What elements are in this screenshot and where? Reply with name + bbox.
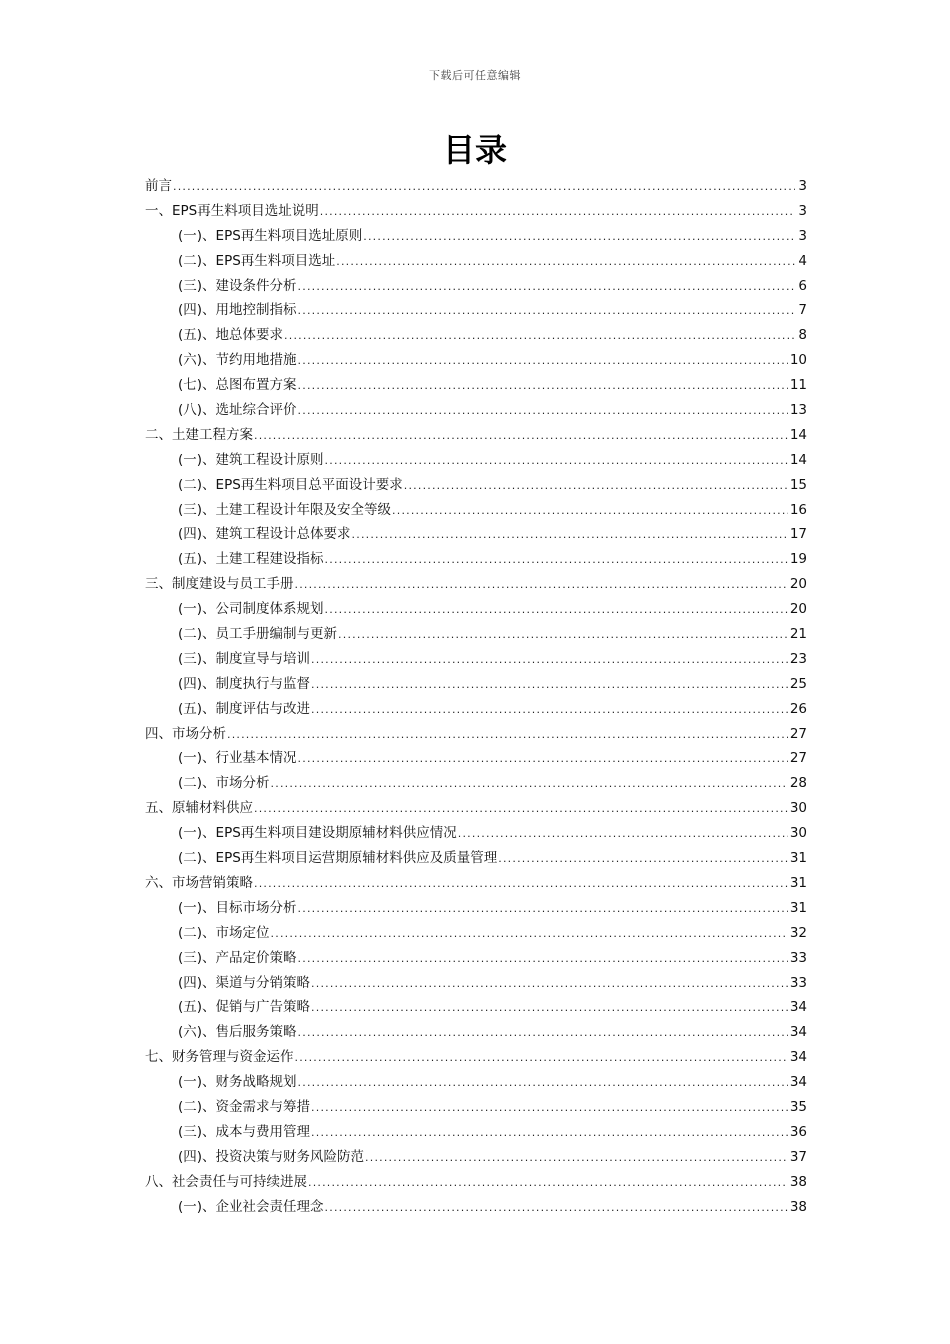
- dot-leader: [295, 1046, 788, 1071]
- dot-leader: [311, 1096, 788, 1121]
- toc-subentry[interactable]: [145, 746, 807, 771]
- toc-page-number: 27: [789, 750, 807, 767]
- toc-entry-label: (四)、制度执行与监督: [178, 675, 311, 692]
- toc-subentry[interactable]: [145, 274, 807, 299]
- dot-leader: [311, 972, 788, 997]
- toc-page-number: 31: [789, 874, 807, 891]
- toc-entry-label: (四)、渠道与分销策略: [178, 974, 311, 991]
- toc-entry-label: (二)、市场定位: [178, 924, 270, 941]
- dot-leader: [325, 548, 788, 573]
- toc-page-number: 20: [789, 576, 807, 593]
- dot-leader: [311, 698, 788, 723]
- dot-leader: [352, 523, 788, 548]
- dot-leader: [254, 424, 788, 449]
- toc-subentry[interactable]: [145, 771, 807, 796]
- toc-page-number: 35: [789, 1098, 807, 1115]
- toc-entry-label: 四、市场分析: [145, 725, 226, 742]
- toc-entry-label: (三)、建设条件分析: [178, 277, 297, 294]
- toc-entry[interactable]: [145, 423, 807, 448]
- toc-subentry[interactable]: [145, 821, 807, 846]
- toc-entry-label: (一)、目标市场分析: [178, 899, 297, 916]
- toc-subentry[interactable]: [145, 597, 807, 622]
- toc-entry[interactable]: [145, 722, 807, 747]
- toc-entry-label: (四)、投资决策与财务风险防范: [178, 1148, 365, 1165]
- toc-page-number: 36: [789, 1123, 807, 1140]
- toc-subentry[interactable]: [145, 522, 807, 547]
- toc-page-number: 38: [789, 1173, 807, 1190]
- toc-page-number: 20: [789, 601, 807, 618]
- toc-entry-label: (五)、土建工程建设指标: [178, 551, 324, 568]
- toc-entry[interactable]: [145, 174, 807, 199]
- toc-subentry[interactable]: [145, 1195, 807, 1220]
- toc-subentry[interactable]: [145, 398, 807, 423]
- toc-page-number: 3: [798, 202, 807, 219]
- toc-entry-label: (二)、EPS再生料项目选址: [178, 252, 336, 269]
- toc-page-number: 14: [789, 426, 807, 443]
- toc-entry-label: 三、制度建设与员工手册: [145, 576, 294, 593]
- toc-subentry[interactable]: [145, 921, 807, 946]
- toc-subentry[interactable]: [145, 1070, 807, 1095]
- toc-page-number: 34: [789, 999, 807, 1016]
- toc-page-number: 34: [789, 1049, 807, 1066]
- toc-entry-label: 七、财务管理与资金运作: [145, 1049, 294, 1066]
- toc-entry-label: 前言: [145, 178, 172, 194]
- toc-subentry[interactable]: [145, 1120, 807, 1145]
- toc-subentry[interactable]: [145, 846, 807, 871]
- dot-leader: [404, 474, 788, 499]
- toc-entry-label: (一)、EPS再生料项目选址原则: [178, 227, 363, 244]
- toc-subentry[interactable]: [145, 547, 807, 572]
- dot-leader: [271, 772, 788, 797]
- dot-leader: [173, 175, 795, 200]
- toc-page-number: 30: [789, 825, 807, 842]
- toc-entry-label: (二)、EPS再生料项目总平面设计要求: [178, 476, 403, 493]
- toc-subentry[interactable]: [145, 971, 807, 996]
- toc-page-number: 13: [789, 402, 807, 419]
- toc-entry[interactable]: [145, 871, 807, 896]
- toc-entry-label: (四)、建筑工程设计总体要求: [178, 526, 351, 543]
- toc-page-number: 31: [789, 850, 807, 867]
- dot-leader: [325, 598, 788, 623]
- toc-page-number: 7: [798, 302, 807, 319]
- toc-entry-label: 五、原辅材料供应: [145, 800, 253, 817]
- dot-leader: [227, 723, 788, 748]
- toc-page-number: 8: [798, 327, 807, 344]
- toc-entry-label: (二)、资金需求与筹措: [178, 1098, 311, 1115]
- toc-subentry[interactable]: [145, 473, 807, 498]
- toc-page-number: 3: [798, 178, 807, 194]
- dot-leader: [271, 922, 788, 947]
- toc-page-number: 14: [789, 451, 807, 468]
- toc-entry-label: 一、EPS再生料项目选址说明: [145, 202, 319, 219]
- toc-entry-label: 八、社会责任与可持续进展: [145, 1173, 307, 1190]
- dot-leader: [295, 573, 788, 598]
- dot-leader: [298, 399, 788, 424]
- dot-leader: [311, 1121, 788, 1146]
- toc-subentry[interactable]: [145, 348, 807, 373]
- dot-leader: [311, 996, 788, 1021]
- toc-subentry[interactable]: [145, 448, 807, 473]
- toc-entry-label: (三)、土建工程设计年限及安全等级: [178, 501, 392, 518]
- dot-leader: [311, 648, 788, 673]
- dot-leader: [254, 872, 788, 897]
- toc-page-number: 28: [789, 775, 807, 792]
- dot-leader: [325, 1196, 788, 1221]
- toc-page-number: 3: [798, 227, 807, 244]
- dot-leader: [284, 324, 795, 349]
- toc-page-number: 10: [789, 352, 807, 369]
- toc-page-number: 34: [789, 1074, 807, 1091]
- dot-leader: [320, 200, 795, 225]
- toc-subentry[interactable]: [145, 323, 807, 348]
- toc-subentry[interactable]: [145, 622, 807, 647]
- toc-page-number: 31: [789, 899, 807, 916]
- toc-entry[interactable]: [145, 1045, 807, 1070]
- toc-page-number: 19: [789, 551, 807, 568]
- toc-subentry[interactable]: [145, 1095, 807, 1120]
- dot-leader: [298, 299, 795, 324]
- dot-leader: [298, 947, 788, 972]
- toc-page-number: 25: [789, 675, 807, 692]
- toc-subentry[interactable]: [145, 498, 807, 523]
- toc-entry-label: (二)、员工手册编制与更新: [178, 626, 338, 643]
- toc-subentry[interactable]: [145, 896, 807, 921]
- toc-subentry[interactable]: [145, 224, 807, 249]
- toc-entry[interactable]: [145, 796, 807, 821]
- toc-entry-label: (四)、用地控制指标: [178, 302, 297, 319]
- dot-leader: [498, 847, 788, 872]
- toc-page-number: 37: [789, 1148, 807, 1165]
- toc-subentry[interactable]: [145, 1020, 807, 1045]
- header-note: 下载后可任意编辑: [429, 69, 521, 82]
- toc-entry-label: (二)、EPS再生料项目运营期原辅材料供应及质量管理: [178, 850, 498, 867]
- toc-entry-label: (五)、地总体要求: [178, 327, 284, 344]
- toc-entry-label: 二、土建工程方案: [145, 426, 253, 443]
- toc-title: 目录: [442, 131, 507, 169]
- toc-page-number: 33: [789, 974, 807, 991]
- dot-leader: [338, 623, 788, 648]
- dot-leader: [298, 1021, 788, 1046]
- dot-leader: [325, 449, 788, 474]
- toc-subentry[interactable]: [145, 1145, 807, 1170]
- dot-leader: [458, 822, 788, 847]
- toc-entry-label: (一)、建筑工程设计原则: [178, 451, 324, 468]
- toc-page-number: 27: [789, 725, 807, 742]
- table-of-contents: [145, 174, 807, 1219]
- toc-entry-label: (六)、售后服务策略: [178, 1024, 297, 1041]
- toc-subentry[interactable]: [145, 672, 807, 697]
- toc-entry-label: (八)、选址综合评价: [178, 402, 297, 419]
- toc-page-number: 15: [789, 476, 807, 493]
- toc-subentry[interactable]: [145, 249, 807, 274]
- toc-entry-label: (六)、节约用地措施: [178, 352, 297, 369]
- toc-page-number: 30: [789, 800, 807, 817]
- toc-page-number: 32: [789, 924, 807, 941]
- toc-entry-label: (一)、企业社会责任理念: [178, 1198, 324, 1215]
- dot-leader: [298, 897, 788, 922]
- toc-entry-label: (一)、财务战略规划: [178, 1074, 297, 1091]
- toc-entry-label: (一)、EPS再生料项目建设期原辅材料供应情况: [178, 825, 457, 842]
- dot-leader: [298, 1071, 788, 1096]
- toc-subentry[interactable]: [145, 298, 807, 323]
- toc-page-number: 38: [789, 1198, 807, 1215]
- toc-entry[interactable]: [145, 1170, 807, 1195]
- dot-leader: [392, 499, 788, 524]
- toc-entry-label: (五)、促销与广告策略: [178, 999, 311, 1016]
- toc-entry-label: (七)、总图布置方案: [178, 377, 297, 394]
- toc-page-number: 16: [789, 501, 807, 518]
- toc-entry[interactable]: [145, 199, 807, 224]
- toc-entry-label: (二)、市场分析: [178, 775, 270, 792]
- toc-page-number: 21: [789, 626, 807, 643]
- toc-subentry[interactable]: [145, 995, 807, 1020]
- dot-leader: [298, 275, 795, 300]
- toc-entry-label: (一)、行业基本情况: [178, 750, 297, 767]
- toc-entry-label: (三)、制度宣导与培训: [178, 650, 311, 667]
- toc-page-number: 11: [789, 377, 807, 394]
- dot-leader: [365, 1146, 788, 1171]
- toc-page-number: 33: [789, 949, 807, 966]
- dot-leader: [298, 374, 788, 399]
- dot-leader: [298, 747, 788, 772]
- toc-subentry[interactable]: [145, 647, 807, 672]
- dot-leader: [311, 673, 788, 698]
- toc-page-number: 34: [789, 1024, 807, 1041]
- dot-leader: [254, 797, 788, 822]
- toc-page-number: 4: [798, 252, 807, 269]
- dot-leader: [308, 1171, 788, 1196]
- toc-entry-label: (三)、成本与费用管理: [178, 1123, 311, 1140]
- dot-leader: [363, 225, 795, 250]
- toc-entry-label: 六、市场营销策略: [145, 874, 253, 891]
- toc-page-number: 6: [798, 277, 807, 294]
- toc-entry-label: (三)、产品定价策略: [178, 949, 297, 966]
- toc-entry-label: (五)、制度评估与改进: [178, 700, 311, 717]
- toc-subentry[interactable]: [145, 697, 807, 722]
- dot-leader: [336, 250, 795, 275]
- toc-page-number: 23: [789, 650, 807, 667]
- toc-subentry[interactable]: [145, 946, 807, 971]
- toc-page-number: 26: [789, 700, 807, 717]
- toc-entry-label: (一)、公司制度体系规划: [178, 601, 324, 618]
- toc-entry[interactable]: [145, 572, 807, 597]
- toc-page-number: 17: [789, 526, 807, 543]
- toc-subentry[interactable]: [145, 373, 807, 398]
- dot-leader: [298, 349, 788, 374]
